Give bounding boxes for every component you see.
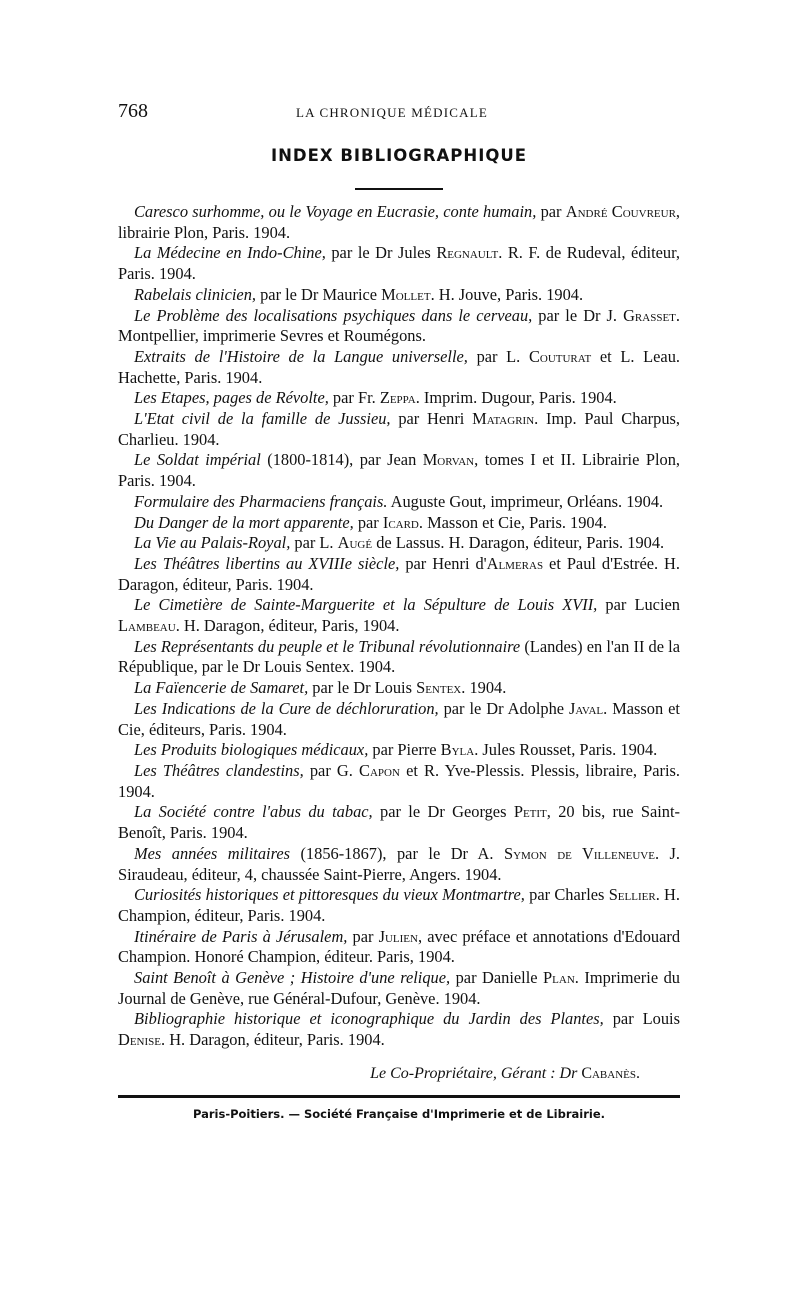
entry-details: , avec préface et annotations d'Edouard Champion. Honoré Champion, éditeur. Paris, 1904. <box>118 926 681 967</box>
section-title: INDEX BIBLIOGRAPHIQUE <box>270 146 528 165</box>
entry-text: par G. <box>303 760 360 780</box>
bibliography-entry <box>118 450 680 491</box>
entry-author: André Couvreur <box>565 202 676 221</box>
entry-author: Denise <box>118 1030 161 1050</box>
entry-text: par le Dr Maurice <box>256 284 382 304</box>
bibliography-entry <box>118 533 680 554</box>
bibliography-entry <box>118 1009 680 1050</box>
bibliography-entry <box>118 554 680 595</box>
entry-title: Itinéraire de Paris à Jérusalem, <box>134 926 348 946</box>
bibliography-entry <box>118 347 680 388</box>
signature <box>118 1065 680 1083</box>
entry-details: . Montpellier, imprimerie Sevres et Roumégons. <box>118 305 680 346</box>
entry-author: Javal <box>569 698 604 718</box>
entry-text: par le Dr J. <box>532 305 624 325</box>
entry-title: Caresco surhomme, ou le Voyage en Eucrasie, conte humain, <box>134 202 537 221</box>
entry-details: en l'an II de la République, par le Dr Louis Sentex. 1904. <box>118 636 680 677</box>
footer-rule <box>118 1095 680 1098</box>
entry-details: . Imprim. Dugour, Paris. 1904. <box>415 388 617 408</box>
running-head <box>118 100 680 126</box>
entry-details: , librairie Plon, Paris. 1904. <box>118 202 681 242</box>
entry-details: . Imprimerie du Journal de Genève, rue Général-Dufour, Genève. 1904. <box>118 968 680 1008</box>
entry-author: Zeppa <box>379 388 416 408</box>
entry-title: La Société contre l'abus du tabac, <box>134 802 373 822</box>
printer-imprint: Paris-Poitiers. — Société Française d'Imprimerie et de Librairie. <box>192 1106 605 1121</box>
bibliography-entry <box>118 885 680 926</box>
entry-text: par Danielle <box>450 968 544 988</box>
entry-title: Du Danger de la mort apparente, <box>134 512 354 532</box>
bibliography-entry <box>118 306 680 347</box>
entry-title: Mes années militaires <box>134 843 290 863</box>
entry-author: Morvan <box>422 450 475 470</box>
page-number: 768 <box>118 100 148 122</box>
bibliography-entry <box>118 409 680 450</box>
entry-author: Symon de Villeneuve <box>503 843 655 863</box>
entry-details: . Jules Rousset, Paris. 1904. <box>474 740 658 760</box>
bibliography-entry <box>118 802 680 843</box>
bibliography-entry <box>118 492 680 513</box>
entry-title: Les Indications de la Cure de déchloruration, <box>134 698 439 718</box>
entry-title: Saint Benoît à Genève ; Histoire d'une relique, <box>134 968 451 988</box>
entry-title: Rabelais clinicien, <box>134 284 256 304</box>
entry-text: par L. <box>290 533 338 553</box>
entry-details: . H. Champion, éditeur, Paris. 1904. <box>118 885 680 925</box>
entry-text: par Charles <box>524 885 609 905</box>
entry-text: par le Dr Louis <box>308 678 417 698</box>
entry-details: . H. Daragon, éditeur, Paris, 1904. <box>175 616 400 636</box>
entry-details: de Lassus. H. Daragon, éditeur, Paris. 1904. <box>372 533 665 553</box>
journal-title: LA CHRONIQUE MÉDICALE <box>296 105 489 120</box>
entry-author: Mollet <box>381 284 431 304</box>
bibliography-entry <box>118 637 680 678</box>
entry-text: (1800-1814), par Jean <box>260 450 423 470</box>
entry-author: Byla <box>440 740 475 760</box>
entry-title: La Vie au Palais-Royal, <box>134 533 291 553</box>
entry-title: Curiosités historiques et pittoresques du vieux Montmartre, <box>134 885 525 905</box>
entry-author: Augé <box>337 533 373 553</box>
entry-title: Les Représentants du peuple et le Tribunal révolutionnaire <box>134 636 521 656</box>
entry-title: Les Produits biologiques médicaux, <box>134 740 369 760</box>
entry-details: . 1904. <box>461 678 507 698</box>
entry-details: . H. Daragon, éditeur, Paris. 1904. <box>161 1030 385 1050</box>
entry-details: . J. Siraudeau, éditeur, 4, chaussée Saint-Pierre, Angers. 1904. <box>118 843 681 884</box>
entry-details: , tomes I et II. Librairie Plon, Paris. 1904. <box>118 450 680 491</box>
entry-text: par le Dr Georges <box>372 802 514 822</box>
entry-author: Almeras <box>486 553 544 573</box>
entry-details: et Paul d'Estrée. H. Daragon, éditeur, Paris. 1904. <box>118 553 680 594</box>
entry-details: et R. Yve-Plessis. Plessis, libraire, Paris. 1904. <box>118 760 680 801</box>
entry-title: La Médecine en Indo-Chine, <box>134 243 326 263</box>
bibliography-entry <box>118 678 680 699</box>
entry-title: Les Etapes, pages de Révolte, <box>134 388 329 408</box>
entry-text: par le Dr Adolphe <box>438 698 570 718</box>
entry-details: . H. Jouve, Paris. 1904. <box>430 284 584 304</box>
entry-author: Sentex <box>416 678 462 698</box>
entry-title: Le Problème des localisations psychiques dans le cerveau, <box>134 305 533 325</box>
bibliography-entry <box>118 285 680 306</box>
entry-author: Couturat <box>528 346 592 366</box>
bibliography-entry <box>118 844 680 885</box>
signature-name: Cabanès. <box>581 1064 640 1082</box>
entry-text: par <box>353 512 383 532</box>
signature-prefix: Dr <box>555 1064 582 1082</box>
entry-text: par Louis <box>603 1009 680 1029</box>
entry-title: Les Théâtres libertins au XVIIIe siècle, <box>134 553 400 573</box>
entry-text: par Lucien <box>597 595 680 615</box>
entry-text: par <box>536 202 566 221</box>
entry-author: Lambeau <box>118 616 176 636</box>
entry-text: par Pierre <box>368 740 441 760</box>
entry-details: , 20 bis, rue Saint-Benoît, Paris. 1904. <box>118 802 681 843</box>
entry-details: et L. Leau. Hachette, Paris. 1904. <box>118 346 680 387</box>
entry-author: Sellier <box>608 885 656 905</box>
entry-author: Icard <box>382 512 419 532</box>
entry-details: . Masson et Cie, Paris. 1904. <box>418 512 607 532</box>
bibliography-entry <box>118 740 680 761</box>
entry-text: par <box>347 926 379 946</box>
bibliography-entry <box>118 388 680 409</box>
entry-text: (1856-1867), par le Dr A. <box>290 843 504 863</box>
entry-title: Les Théâtres clandestins, <box>134 760 304 780</box>
bibliography-entry <box>118 699 680 740</box>
title-rule <box>355 188 443 190</box>
entry-text: par Henri <box>390 409 473 429</box>
bibliography-entry <box>118 243 680 284</box>
bibliography-list <box>118 202 680 1051</box>
entry-author: Matagrin <box>472 409 535 429</box>
entry-details: . Imp. Paul Charpus, Charlieu. 1904. <box>118 409 681 449</box>
page <box>118 100 680 1121</box>
bibliography-entry <box>118 968 680 1009</box>
entry-text: par le Dr Jules <box>325 243 437 263</box>
signature-role: Le Co-Propriétaire, Gérant : <box>370 1064 556 1082</box>
entry-title: La Faïencerie de Samaret, <box>134 678 309 698</box>
entry-title: Le Soldat impérial <box>134 450 261 470</box>
bibliography-entry <box>118 927 680 968</box>
bibliography-entry <box>118 513 680 534</box>
entry-author: Capon <box>359 760 400 780</box>
entry-author: Julien <box>378 926 418 946</box>
entry-title: Formulaire des Pharmaciens français. <box>134 491 388 511</box>
entry-text: par L. <box>467 346 529 366</box>
entry-title: L'Etat civil de la famille de Jussieu, <box>134 409 391 429</box>
bibliography-entry <box>118 595 680 636</box>
entry-text: (Landes) <box>520 636 587 656</box>
entry-details: . R. F. de Rudeval, éditeur, Paris. 1904. <box>118 243 681 284</box>
entry-title: Bibliographie historique et iconographique du Jardin des Plantes, <box>134 1009 604 1029</box>
entry-details: . Masson et Cie, éditeurs, Paris. 1904. <box>118 698 680 739</box>
entry-author: Grasset <box>623 305 676 325</box>
bibliography-entry <box>118 202 680 243</box>
bibliography-entry <box>118 761 680 802</box>
entry-author: Regnault <box>436 243 499 263</box>
entry-text: par Fr. <box>328 388 380 408</box>
entry-author: Petit <box>513 802 547 822</box>
entry-author: Plan <box>543 968 575 988</box>
entry-text: Auguste Gout, imprimeur, Orléans. 1904. <box>387 491 664 511</box>
entry-title: Le Cimetière de Sainte-Marguerite et la Sépulture de Louis XVII, <box>134 595 598 615</box>
entry-title: Extraits de l'Histoire de la Langue universelle, <box>134 346 468 366</box>
entry-text: par Henri d' <box>399 553 487 573</box>
